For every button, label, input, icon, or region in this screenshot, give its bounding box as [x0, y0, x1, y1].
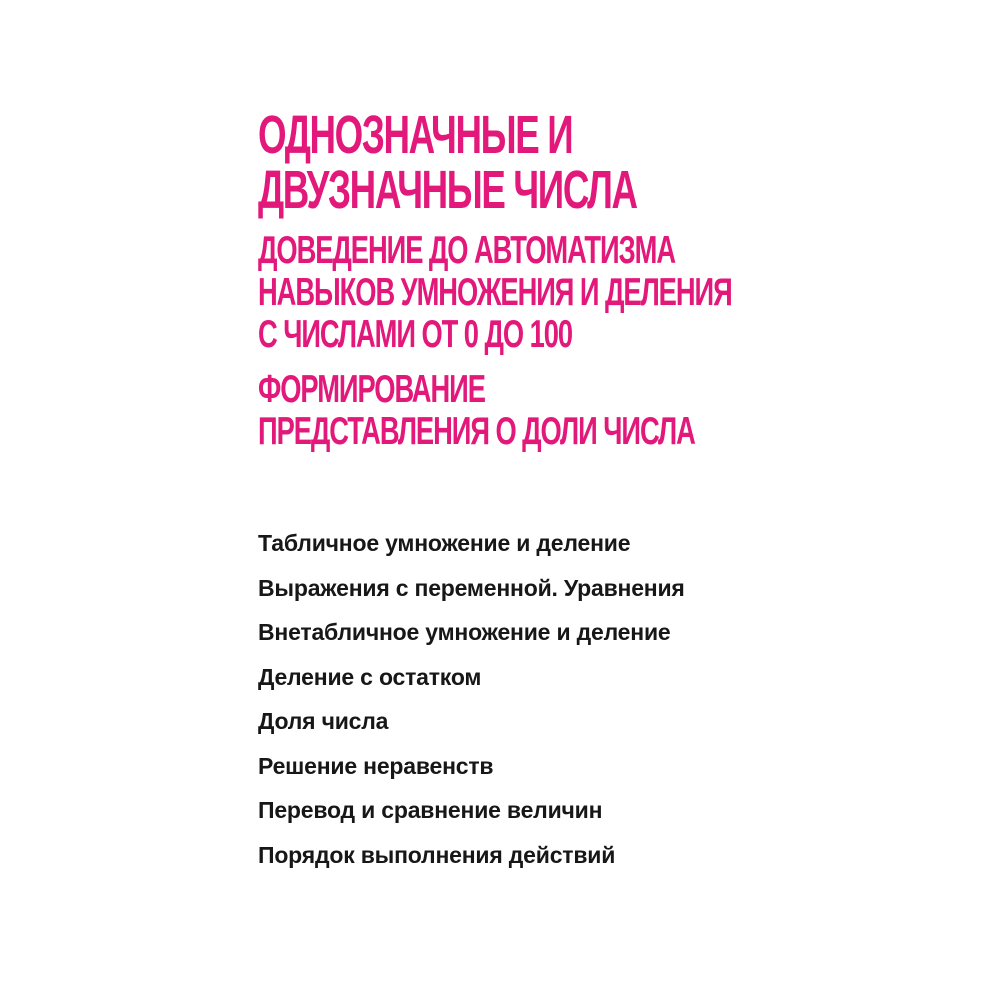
title-line-2: ДВУЗНАЧНЫЕ ЧИСЛА	[258, 160, 637, 220]
topics-list	[258, 521, 978, 877]
subtitle-skills-line-2: НАВЫКОВ УМНОЖЕНИЯ И ДЕЛЕНИЯ	[258, 271, 732, 314]
topic-item: Табличное умножение и деление	[258, 530, 631, 556]
subtitle-fractions	[258, 369, 762, 453]
subtitle-skills	[258, 230, 762, 356]
title-line-1: ОДНОЗНАЧНЫЕ И	[258, 105, 573, 165]
book-annotation	[258, 105, 978, 877]
subtitle-fractions-line-2: ПРЕДСТАВЛЕНИЯ О ДОЛИ ЧИСЛА	[258, 410, 695, 453]
subtitle-skills-line-1: ДОВЕДЕНИЕ ДО АВТОМАТИЗМА	[258, 229, 676, 272]
topic-item: Деление с остатком	[258, 663, 482, 690]
topic-item: Внетабличное умножение и деление	[258, 619, 671, 645]
topic-item: Перевод и сравнение величин	[258, 797, 603, 823]
subtitle-fractions-line-1: ФОРМИРОВАНИЕ	[258, 368, 485, 411]
topic-item: Доля числа	[258, 708, 389, 734]
topic-item: Выражения с переменной. Уравнения	[258, 574, 685, 601]
subtitle-skills-line-3: С ЧИСЛАМИ ОТ 0 ДО 100	[258, 313, 572, 356]
topic-item: Решение неравенств	[258, 752, 494, 779]
page-title	[258, 105, 748, 220]
topic-item: Порядок выполнения действий	[258, 841, 616, 868]
